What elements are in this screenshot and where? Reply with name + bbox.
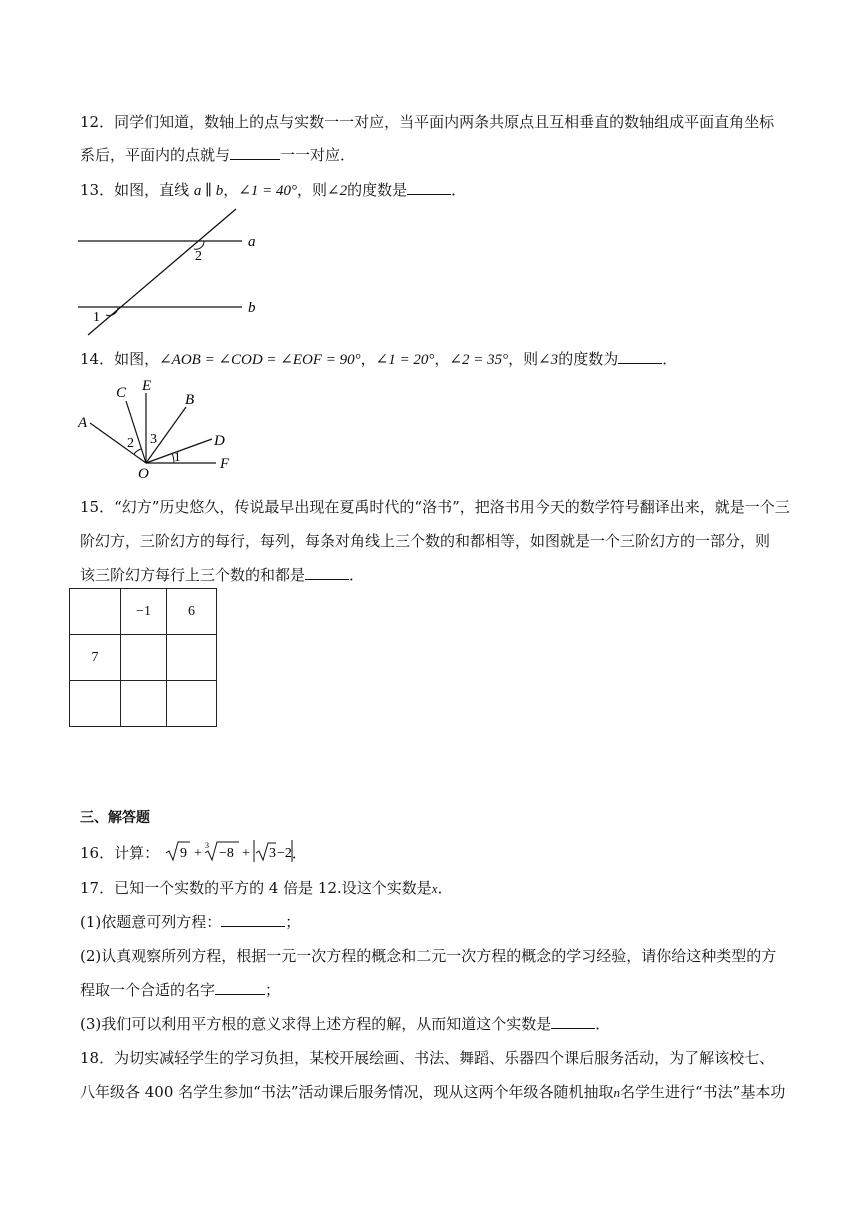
q12-line2: [80, 145, 355, 165]
transversal: [88, 209, 236, 335]
grid-row: [70, 681, 217, 727]
label-B: B: [185, 392, 195, 408]
q13-parallel-condition: a ∥ b: [193, 183, 224, 199]
q13-text-end: ．: [451, 181, 467, 199]
svg-text:3: 3: [204, 841, 209, 850]
q15-line3: [80, 565, 364, 585]
q17-part2-line2: [80, 980, 280, 1000]
label-A: A: [78, 415, 88, 431]
q18-line1: 18．为切实减轻学生的学习负担，某校开展绘画、书法、舞蹈、乐器四个课后服务活动，为了解该校七、: [80, 1049, 775, 1067]
label-D: D: [214, 433, 225, 449]
q16-text: 16．计算：: [80, 844, 160, 862]
q14-sep: ，: [434, 350, 450, 368]
answer-blank[interactable]: [215, 980, 265, 995]
q12-text: 系后，平面内的点就与: [80, 146, 231, 164]
q13-text: 13．如图，直线: [80, 181, 194, 199]
q17-part2-end: ；: [265, 981, 281, 999]
answer-blank[interactable]: [407, 180, 451, 195]
q13-angle2: ∠2: [327, 183, 348, 199]
q15-text-end: ．: [349, 566, 365, 584]
q13-text: 的度数是: [347, 181, 408, 199]
svg-text:−2: −2: [276, 846, 292, 861]
q18-variable: n: [613, 1085, 621, 1100]
q18-text: 八年级各 400 名学生参加“书法”活动课后服务情况，现从这两个年级各随机抽取: [80, 1083, 614, 1101]
svg-text:−8: −8: [218, 846, 234, 861]
label-2: 2: [127, 436, 134, 451]
q18-text: 名学生进行“书法”基本功: [620, 1083, 786, 1101]
q13-angle1: ∠1 = 40°: [238, 183, 298, 199]
q14-stem: [80, 349, 677, 370]
q15-text: 该三阶幻方每行上三个数的和都是: [80, 566, 306, 584]
ray-OC: [126, 401, 146, 463]
q14-sep: ，: [360, 350, 376, 368]
grid-cell: −1: [121, 589, 167, 635]
grid-cell: [121, 681, 167, 727]
q14-equation: ∠AOB = ∠COD = ∠EOF = 90°: [159, 352, 361, 368]
answer-blank[interactable]: [551, 1014, 595, 1029]
q14-angle2: ∠2 = 35°: [449, 352, 509, 368]
q14-text: 14．如图，: [80, 350, 160, 368]
answer-blank[interactable]: [305, 565, 349, 580]
svg-text:3: 3: [268, 846, 276, 861]
svg-text:+: +: [193, 846, 202, 861]
q17-part2-text: 程取一个合适的名字: [80, 981, 216, 999]
q17-variable: x: [431, 881, 438, 896]
svg-text:+: +: [241, 846, 250, 861]
q16-expression: [164, 840, 292, 864]
q17-part1-end: ；: [285, 913, 301, 931]
q13-figure: [70, 205, 270, 340]
q14-figure: [70, 375, 250, 485]
q13-text: ，则: [297, 181, 328, 199]
q17-part3-end: ．: [595, 1015, 611, 1033]
q17-part1: [80, 912, 300, 932]
grid-cell: 6: [167, 589, 217, 635]
q13-sep: ，: [223, 181, 239, 199]
grid-cell: 7: [70, 635, 121, 681]
answer-blank[interactable]: [221, 912, 285, 927]
answer-blank[interactable]: [618, 349, 662, 364]
q14-text: 的度数为: [558, 350, 619, 368]
q14-angle1: ∠1 = 20°: [375, 352, 435, 368]
label-1: 1: [93, 310, 100, 325]
q14-text: ，则: [508, 350, 539, 368]
q15-line1: 15．“幻方”历史悠久，传说最早出现在夏禹时代的“洛书”，把洛书用今天的数学符号翻译出来，就是一个三: [80, 498, 790, 516]
q12-line1: 12．同学们知道，数轴上的点与实数一一对应，当平面内两条共原点且互相垂直的数轴组成平面直角坐标: [80, 113, 775, 131]
label-F: F: [220, 456, 230, 472]
label-b: b: [248, 300, 256, 316]
q14-angle3: ∠3: [538, 352, 559, 368]
q17-line1: [80, 878, 453, 899]
q17-part3-text: (3)我们可以利用平方根的意义求得上述方程的解，从而知道这个实数是: [80, 1015, 552, 1033]
q15-line2: 阶幻方，三阶幻方的每行，每列，每条对角线上三个数的和都相等，如图就是一个三阶幻方的一部分，则: [80, 532, 771, 550]
q17-part2-line1: (2)认真观察所列方程，根据一元一次方程的概念和二元一次方程的概念的学习经验，请你给这种类型的方: [80, 947, 777, 965]
grid-cell: [121, 635, 167, 681]
magic-square-grid: [69, 588, 217, 727]
svg-text:9: 9: [179, 846, 187, 861]
q17-text: ．: [437, 879, 453, 897]
answer-blank[interactable]: [230, 145, 280, 160]
grid-cell: [70, 589, 121, 635]
q13-stem: [80, 180, 466, 201]
label-E: E: [142, 378, 152, 394]
section-heading: 三、解答题: [80, 810, 150, 826]
q12-text-end: 一一对应．: [280, 146, 356, 164]
label-O: O: [138, 466, 149, 482]
q16-end: ．: [291, 844, 307, 862]
q17-part1-text: (1)依题意可列方程：: [80, 913, 222, 931]
grid-row: [70, 635, 217, 681]
grid-cell: [167, 635, 217, 681]
grid-cell: [167, 681, 217, 727]
ray-OA: [90, 423, 146, 463]
q18-line2: [80, 1082, 785, 1103]
q16-line: [80, 840, 307, 864]
label-3: 3: [150, 432, 157, 447]
q17-text: 17．已知一个实数的平方的 4 倍是 12.设这个实数是: [80, 879, 432, 897]
label-a: a: [248, 234, 256, 250]
grid-cell: [70, 681, 121, 727]
label-C: C: [116, 385, 127, 401]
label-1: 1: [174, 449, 181, 464]
q14-text-end: ．: [662, 350, 678, 368]
label-2: 2: [195, 249, 202, 264]
angle-arc-2: [134, 449, 141, 454]
q17-part3: [80, 1014, 610, 1034]
grid-row: [70, 589, 217, 635]
